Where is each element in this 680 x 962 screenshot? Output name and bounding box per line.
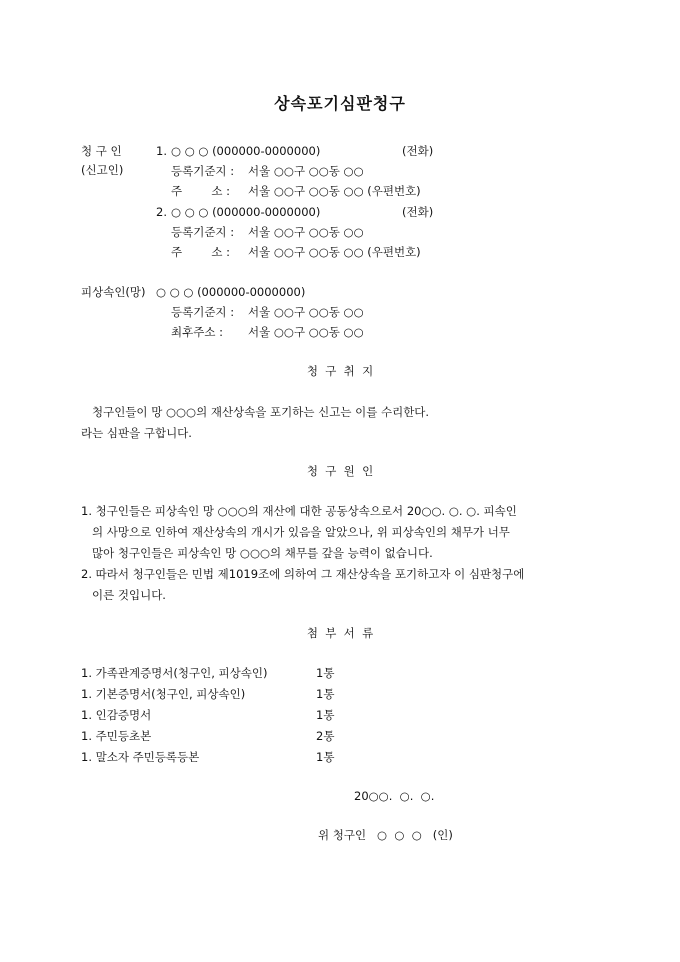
attachment-item-name: 1. 인감증명서 [81,708,152,722]
document-date: 20○○. ○. ○. [354,789,435,803]
claimant-2-registry-label: 등록기준지 : [171,225,235,239]
decedent-name-id: ○ ○ ○ (000000-0000000) [156,285,306,299]
decedent-registry-value: 서울 ○○구 ○○동 ○○ [248,305,364,319]
claimant-2-name-id: ○ ○ ○ (000000-0000000) [171,205,321,219]
attachment-item-name: 1. 말소자 주민등록등본 [81,750,200,764]
attachment-item-count: 2통 [316,729,335,743]
claimant-1-address-label: 주 소 : [171,184,230,198]
claimant-2-address-value: 서울 ○○구 ○○동 ○○ (우편번호) [248,245,421,259]
attachment-item-count: 1통 [316,750,335,764]
attachments-heading: 첨 부 서 류 [306,626,374,640]
claimant-2-registry-value: 서울 ○○구 ○○동 ○○ [248,225,364,239]
cause-item-1-line-1: 1. 청구인들은 피상속인 망 ○○○의 재산에 대한 공동상속으로서 20○○. ○. ○. 피속인 [81,504,517,518]
cause-heading: 청 구 원 인 [306,464,374,478]
attachment-item-name: 1. 가족관계증명서(청구인, 피상속인) [81,666,268,680]
attachment-item-count: 1통 [316,687,335,701]
purpose-line-1: 청구인들이 망 ○○○의 재산상속을 포기하는 신고는 이를 수리한다. [92,405,430,419]
cause-item-2-line-1: 2. 따라서 청구인들은 민법 제1019조에 의하여 그 재산상속을 포기하고자 이 심판청구에 [81,567,525,581]
attachment-item-name: 1. 주민등초본 [81,729,152,743]
cause-item-2-line-2: 이른 것입니다. [92,588,166,602]
claimant-1-phone: (전화) [402,144,434,158]
claimant-label: 청 구 인 [81,144,122,158]
attachment-item-count: 1통 [316,666,335,680]
claimant-1-name-id: ○ ○ ○ (000000-0000000) [171,144,321,158]
claimant-1-registry-value: 서울 ○○구 ○○동 ○○ [248,164,364,178]
purpose-heading: 청 구 취 지 [306,364,374,378]
decedent-address-value: 서울 ○○구 ○○동 ○○ [248,325,364,339]
signature-line: 위 청구인 ○ ○ ○ (인) [318,828,453,842]
cause-item-1-line-3: 많아 청구인들은 피상속인 망 ○○○의 채무를 갚을 능력이 없습니다. [92,546,433,560]
claimant-1-registry-label: 등록기준지 : [171,164,235,178]
claimant-1-number: 1. [156,144,167,158]
claimant-sublabel: (신고인) [81,163,124,177]
claimant-2-number: 2. [156,205,167,219]
attachment-item-count: 1통 [316,708,335,722]
attachment-item-name: 1. 기본증명서(청구인, 피상속인) [81,687,246,701]
purpose-line-2: 라는 심판을 구합니다. [81,426,192,440]
cause-item-1-line-2: 의 사망으로 인하여 재산상속의 개시가 있음을 알았으나, 위 피상속인의 채무가 너무 [92,525,510,539]
decedent-label: 피상속인(망) [81,285,146,299]
document-title: 상속포기심판청구 [274,94,406,113]
decedent-address-label: 최후주소 : [171,325,223,339]
decedent-registry-label: 등록기준지 : [171,305,235,319]
claimant-1-address-value: 서울 ○○구 ○○동 ○○ (우편번호) [248,184,421,198]
claimant-2-address-label: 주 소 : [171,245,230,259]
claimant-2-phone: (전화) [402,205,434,219]
